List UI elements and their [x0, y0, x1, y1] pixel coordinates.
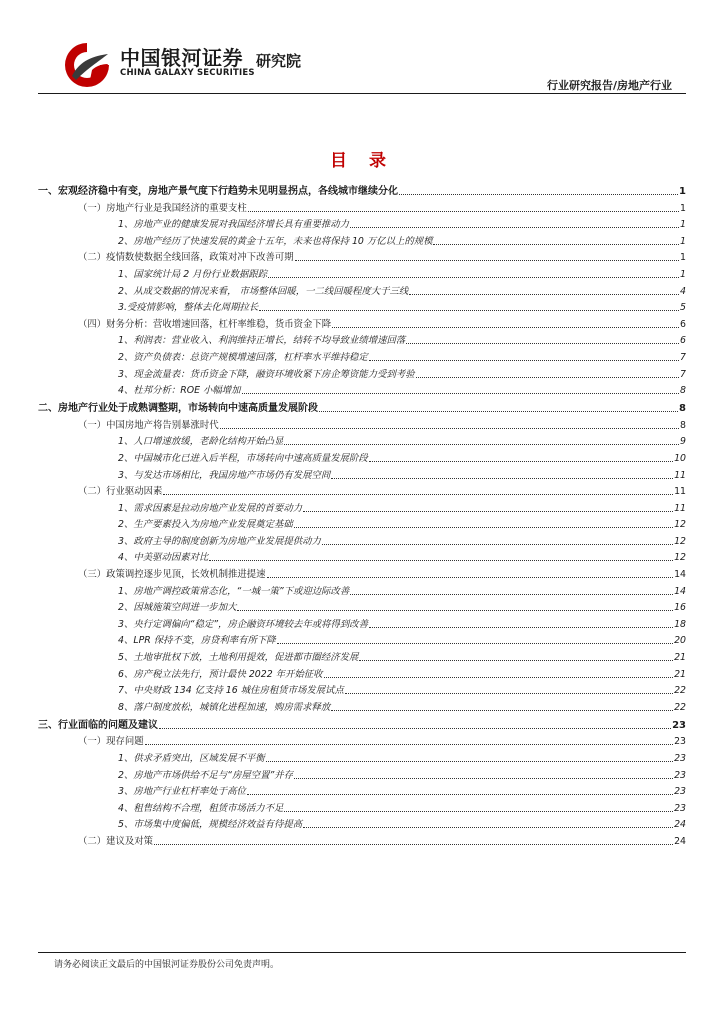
toc-leader-dots: [247, 794, 673, 795]
toc-entry-page: 11: [674, 502, 686, 514]
toc-leader-dots: [259, 310, 679, 311]
toc-entry[interactable]: [38, 281, 686, 298]
header-divider: [38, 93, 686, 94]
toc-leader-dots: [294, 527, 673, 528]
toc-leader-dots: [406, 343, 679, 344]
toc-entry-page: 6: [680, 318, 686, 330]
toc-entry[interactable]: [38, 498, 686, 515]
toc-entry-title: 1、人口增速放缓，老龄化结构开始凸显: [118, 436, 284, 448]
toc-entry-title: 3、房地产行业杠杆率处于高位: [118, 786, 246, 798]
toc-entry-page: 9: [680, 436, 686, 448]
toc-entry-title: 4、中美驱动因素对比: [118, 552, 209, 564]
toc-entry[interactable]: [38, 415, 686, 432]
toc-entry-page: 10: [674, 452, 686, 464]
toc-entry[interactable]: [38, 397, 686, 415]
toc-entry-title: 2、因城施策空间进一步加大: [118, 602, 237, 614]
toc-entry-page: 12: [674, 535, 686, 547]
toc-entry-title: 3.受疫情影响，整体去化周期拉长: [118, 302, 259, 314]
toc-entry[interactable]: [38, 748, 686, 765]
toc-entry[interactable]: [38, 664, 686, 681]
footer-disclaimer: 请务必阅读正文最后的中国银河证券股份公司免责声明。: [54, 960, 280, 970]
toc-entry[interactable]: [38, 465, 686, 482]
toc-entry[interactable]: [38, 564, 686, 581]
toc-entry-title: （四）财务分析：营收增速回落，杠杆率维稳，货币资金下降: [78, 318, 332, 330]
page-header: [0, 0, 724, 90]
toc-leader-dots: [284, 444, 679, 445]
toc-entry-page: 8: [680, 419, 686, 431]
toc-entry-title: 2、资产负债表：总资产规模增速回落，杠杆率水平维持稳定: [118, 351, 368, 363]
toc-leader-dots: [284, 811, 673, 812]
toc-entry-title: 3、现金流量表：货币资金下降，融资环境收紧下房企筹资能力受到考验: [118, 368, 415, 380]
toc-title: 目 录: [330, 151, 394, 171]
toc-entry-page: 21: [674, 668, 686, 680]
toc-entry-page: 18: [674, 618, 686, 630]
toc-entry-title: 2、中国城市化已进入后半程，市场转向中速高质量发展阶段: [118, 452, 368, 464]
toc-entry[interactable]: [38, 798, 686, 815]
toc-entry[interactable]: [38, 831, 686, 848]
toc-entry-page: 24: [674, 835, 686, 847]
toc-leader-dots: [409, 294, 679, 295]
toc-entry[interactable]: [38, 331, 686, 348]
toc-leader-dots: [220, 428, 679, 429]
toc-entry[interactable]: [38, 432, 686, 449]
toc-entry[interactable]: [38, 364, 686, 381]
toc-entry[interactable]: [38, 815, 686, 832]
toc-entry-title: （二）行业驱动因素: [78, 486, 163, 498]
toc-entry-page: 1: [679, 186, 686, 197]
toc-entry[interactable]: [38, 198, 686, 215]
toc-entry-page: 1: [680, 202, 686, 214]
toc-leader-dots: [350, 227, 679, 228]
toc-entry-title: 6、房产税立法先行，预计最快 2022 年开始征收: [118, 668, 323, 680]
toc-entry-title: 1、房地产业的健康发展对我国经济增长具有重要推动力: [118, 219, 349, 231]
toc-entry-title: 1、国家统计局 2 月份行业数据跟踪: [118, 268, 268, 280]
toc-entry-page: 1: [680, 235, 686, 247]
toc-entry[interactable]: [38, 548, 686, 565]
toc-leader-dots: [331, 710, 673, 711]
toc-leader-dots: [416, 377, 679, 378]
toc-entry-page: 23: [674, 753, 686, 764]
toc-entry-page: 8: [680, 385, 686, 397]
toc-entry-page: 24: [674, 819, 686, 831]
toc-entry-page: 16: [674, 602, 686, 614]
toc-entry[interactable]: [38, 697, 686, 714]
toc-leader-dots: [350, 594, 673, 595]
toc-entry[interactable]: [38, 448, 686, 465]
toc-entry-title: （一）房地产行业是我国经济的重要支柱: [78, 202, 247, 214]
toc-entry[interactable]: [38, 765, 686, 782]
toc-entry-title: 1、供求矛盾突出，区域发展不平衡: [118, 753, 265, 764]
toc-entry[interactable]: [38, 314, 686, 331]
toc-entry-page: 7: [680, 351, 686, 363]
toc-entry-title: （三）政策调控逐步见顶，长效机制推进提速: [78, 569, 266, 581]
toc-leader-dots: [319, 411, 678, 412]
toc-entry-page: 23: [674, 769, 686, 781]
toc-leader-dots: [248, 211, 679, 212]
toc-leader-dots: [331, 478, 673, 479]
toc-entry[interactable]: [38, 581, 686, 598]
toc-entry-page: 23: [674, 736, 686, 748]
toc-entry-title: 一、宏观经济稳中有变，房地产景气度下行趋势未见明显拐点，各线城市继续分化: [38, 186, 398, 197]
toc-leader-dots: [266, 761, 673, 762]
toc-leader-dots: [359, 660, 673, 661]
toc-entry-title: 4、LPR 保持不变，房贷利率有所下降: [118, 635, 276, 647]
toc-entry-title: 2、生产要素投入为房地产业发展奠定基础: [118, 519, 293, 531]
toc-entry-title: 3、与发达市场相比，我国房地产市场仍有发展空间: [118, 469, 331, 481]
toc-leader-dots: [369, 627, 673, 628]
toc-entry[interactable]: [38, 782, 686, 799]
galaxy-logo-icon: [62, 40, 112, 90]
toc-leader-dots: [267, 577, 674, 578]
toc-entry-page: 22: [674, 685, 686, 697]
toc-entry-title: 1、需求因素是拉动房地产业发展的首要动力: [118, 502, 303, 514]
toc-leader-dots: [433, 244, 679, 245]
toc-entry-page: 12: [674, 552, 686, 564]
toc-entry-page: 1: [680, 268, 686, 280]
toc-leader-dots: [145, 744, 673, 745]
toc-entry-page: 11: [674, 469, 686, 481]
toc-entry-title: 5、市场集中度偏低，规模经济效益有待提高: [118, 819, 303, 831]
toc-entry-page: 12: [674, 519, 686, 531]
toc-entry[interactable]: [38, 347, 686, 364]
toc-entry-title: 7、中央财政 134 亿支持 16 城住房租赁市场发展试点: [118, 685, 344, 697]
footer-divider: [38, 952, 686, 953]
toc-entry-title: （二）疫情数使数据全线回落，政策对冲下改善可期: [78, 252, 294, 264]
toc-leader-dots: [369, 360, 679, 361]
toc-entry-title: （二）建议及对策: [78, 835, 154, 847]
toc-entry[interactable]: [38, 482, 686, 499]
toc-entry[interactable]: [38, 732, 686, 749]
toc-leader-dots: [277, 643, 673, 644]
toc-entry-title: 2、从成交数据的情况来看， 市场整体回暖，一二线回暖程度大于三线: [118, 285, 409, 297]
toc-entry-page: 11: [674, 486, 686, 498]
toc-leader-dots: [303, 827, 673, 828]
toc-entry-title: 5、土地审批权下放，土地利用提效，促进都市圈经济发展: [118, 652, 359, 664]
toc-entry[interactable]: [38, 381, 686, 398]
toc-entry[interactable]: [38, 215, 686, 232]
toc-entry-page: 6: [680, 335, 686, 347]
toc-entry-page: 4: [680, 285, 686, 297]
toc-entry-title: 2、房地产市场供给不足与“房屋空置”并存: [118, 769, 294, 781]
toc-entry[interactable]: [38, 248, 686, 265]
brand-subtitle: 研究院: [256, 52, 302, 70]
toc-entry[interactable]: [38, 714, 686, 732]
toc-entry-title: 二、房地产行业处于成熟调整期，市场转向中速高质量发展阶段: [38, 403, 318, 415]
toc-entry-page: 7: [680, 368, 686, 380]
toc-leader-dots: [159, 728, 671, 729]
toc-leader-dots: [345, 693, 673, 694]
toc-entry[interactable]: [38, 231, 686, 248]
toc-entry[interactable]: [38, 631, 686, 648]
toc-entry-title: （一）现存问题: [78, 736, 144, 748]
toc-entry-page: 23: [672, 719, 686, 731]
toc-leader-dots: [303, 511, 673, 512]
toc-leader-dots: [324, 677, 674, 678]
toc-leader-dots: [322, 544, 673, 545]
toc-entry-page: 22: [674, 701, 686, 713]
table-of-contents: [38, 180, 686, 848]
toc-entry-page: 1: [680, 219, 686, 231]
toc-entry[interactable]: [38, 598, 686, 615]
toc-entry-page: 14: [674, 569, 686, 581]
toc-entry-page: 23: [674, 802, 686, 814]
toc-entry-title: 三、行业面临的问题及建议: [38, 719, 158, 731]
toc-entry-page: 21: [674, 652, 686, 664]
brand-name-en: CHINA GALAXY SECURITIES: [120, 68, 255, 78]
toc-leader-dots: [369, 461, 673, 462]
toc-entry-title: 2、房地产经历了快速发展的黄金十五年，未来也将保持 10 万亿以上的规模: [118, 235, 433, 247]
toc-leader-dots: [332, 327, 679, 328]
toc-leader-dots: [294, 778, 673, 779]
toc-leader-dots: [268, 277, 679, 278]
toc-entry-title: 1、利润表：营业收入、利润维持正增长，结转不均导致业绩增速回落: [118, 335, 406, 347]
toc-entry-page: 23: [674, 786, 686, 798]
toc-entry-title: 4、租售结构不合理，租赁市场活力不足: [118, 802, 284, 814]
toc-leader-dots: [399, 194, 678, 195]
toc-leader-dots: [242, 393, 680, 394]
toc-leader-dots: [163, 494, 673, 495]
toc-leader-dots: [209, 560, 673, 561]
toc-entry-title: 3、央行定调偏向“稳定”，房企融资环境较去年或将得到改善: [118, 618, 369, 630]
toc-entry-page: 14: [674, 585, 686, 597]
toc-entry-title: 3、政府主导的制度创新为房地产业发展提供动力: [118, 535, 321, 547]
brand-name-cn: 中国银河证券: [120, 46, 243, 70]
toc-leader-dots: [237, 610, 673, 611]
report-type: 行业研究报告/房地产行业: [546, 79, 672, 92]
toc-entry-title: （一）中国房地产将告别暴涨时代: [78, 419, 219, 431]
toc-entry-title: 4、杜邦分析：ROE 小幅增加: [118, 385, 241, 397]
toc-entry[interactable]: [38, 614, 686, 631]
toc-entry-page: 8: [679, 403, 686, 415]
toc-entry-title: 1、房地产调控政策常态化，“一城一策”下或迎边际改善: [118, 585, 350, 597]
toc-entry[interactable]: [38, 298, 686, 315]
toc-entry-page: 20: [674, 635, 686, 647]
toc-entry-title: 8、落户制度放松，城镇化进程加速，购房需求释放: [118, 701, 331, 713]
toc-entry[interactable]: [38, 264, 686, 281]
toc-leader-dots: [154, 844, 673, 845]
toc-leader-dots: [295, 260, 679, 261]
toc-entry-page: 1: [680, 252, 686, 264]
toc-entry-page: 5: [680, 302, 686, 314]
toc-entry[interactable]: [38, 531, 686, 548]
toc-entry[interactable]: [38, 647, 686, 664]
toc-entry[interactable]: [38, 681, 686, 698]
toc-entry[interactable]: [38, 180, 686, 198]
toc-entry[interactable]: [38, 515, 686, 532]
